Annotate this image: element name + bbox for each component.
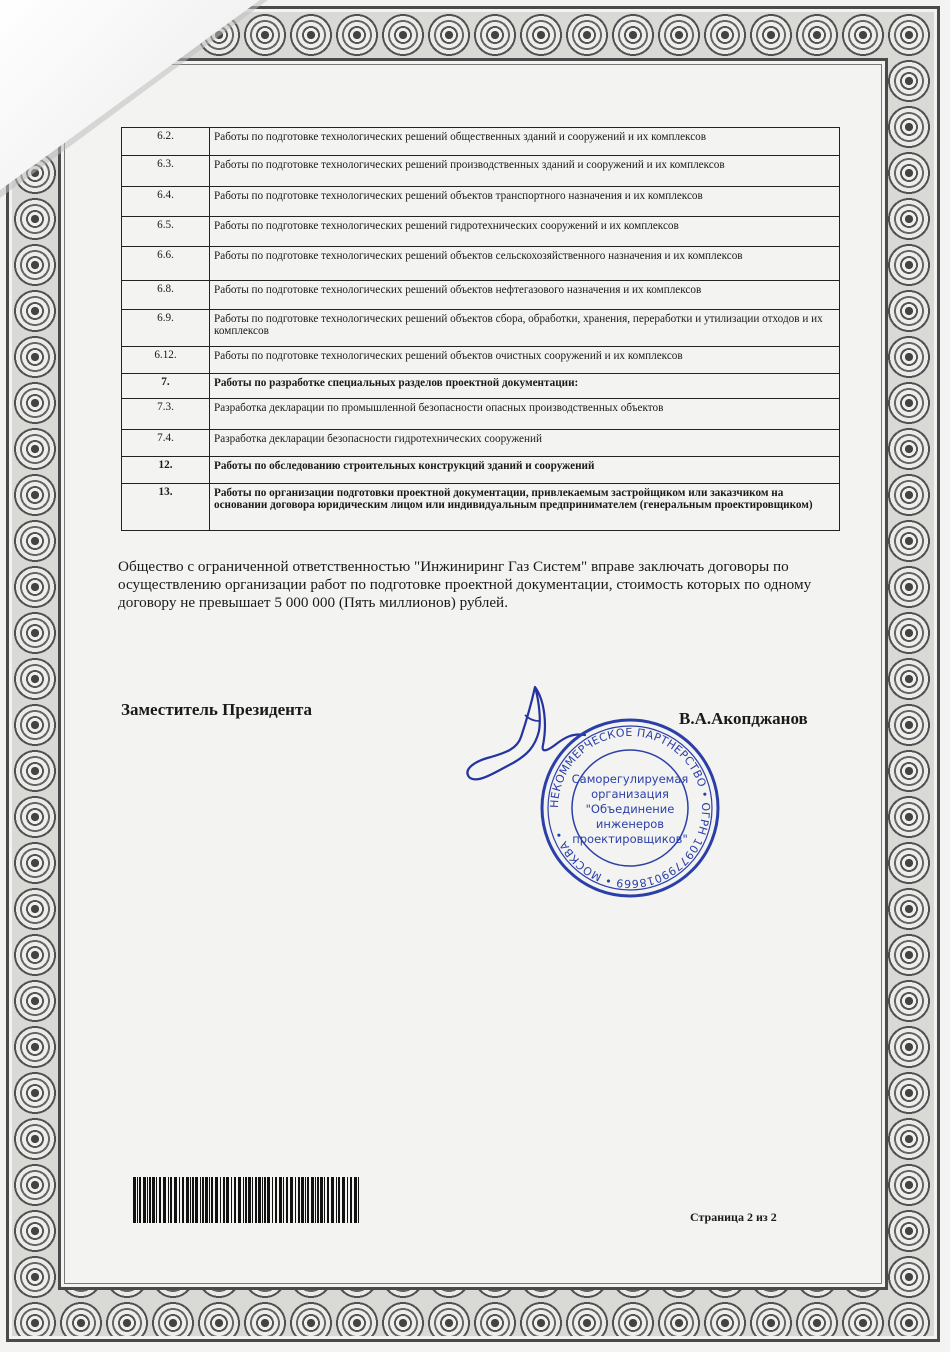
table-row xyxy=(122,457,840,484)
barcode-bar xyxy=(275,1177,277,1223)
table-row xyxy=(122,310,840,347)
barcode-bar xyxy=(179,1177,180,1223)
row-description: Разработка декларации по промышленной безопасности опасных производственных объектов xyxy=(210,399,840,430)
barcode-bar xyxy=(186,1177,189,1223)
barcode-bar xyxy=(354,1177,357,1223)
table-row xyxy=(122,399,840,430)
row-description: Работы по подготовке технологических решений объектов сельскохозяйственного назначения и их комплексов xyxy=(210,247,840,281)
barcode-bar xyxy=(147,1177,148,1223)
organization-stamp xyxy=(535,713,725,903)
barcode-bar xyxy=(211,1177,213,1223)
row-number: 6.2. xyxy=(122,128,210,156)
row-number: 6.9. xyxy=(122,310,210,347)
barcode-bar xyxy=(170,1177,172,1223)
row-number: 7.4. xyxy=(122,430,210,457)
table-row xyxy=(122,281,840,310)
barcode-bar xyxy=(305,1177,306,1223)
row-description: Работы по подготовке технологических решений объектов транспортного назначения и их комплексов xyxy=(210,187,840,217)
stamp-ring-text: НЕКОММЕРЧЕСКОЕ ПАРТНЕРСТВО • ОГРН 1097799018669 • МОСКВА • xyxy=(547,725,713,891)
barcode-bar xyxy=(139,1177,141,1223)
barcode-bar xyxy=(264,1177,266,1223)
row-description: Работы по подготовке технологических решений гидротехнических сооружений и их комплексов xyxy=(210,217,840,247)
row-number: 6.8. xyxy=(122,281,210,310)
barcode-bar xyxy=(226,1177,229,1223)
stamp-center-line: инженеров xyxy=(595,817,665,831)
barcode-bar xyxy=(290,1177,293,1223)
barcode-bar xyxy=(279,1177,282,1223)
barcode-bar xyxy=(255,1177,257,1223)
barcode-bar xyxy=(262,1177,263,1223)
barcode-bar xyxy=(200,1177,201,1223)
barcode-bar xyxy=(192,1177,194,1223)
barcode-bar xyxy=(202,1177,204,1223)
barcode-bar xyxy=(342,1177,345,1223)
permission-paragraph: Общество с ограниченной ответственностью "Инжиниринг Газ Систем" вправе заключать договоры по осуществлению организации работ по подготовке проектной документации, стоимость которых по одному договору не превышает 5 000 000 (Пять миллионов) рублей. xyxy=(118,558,812,611)
barcode-bar xyxy=(252,1177,253,1223)
row-description: Работы по подготовке технологических решений объектов очистных сооружений и их комплексов xyxy=(210,347,840,374)
barcode-bar xyxy=(327,1177,329,1223)
barcode-bar xyxy=(320,1177,323,1223)
barcode-bar xyxy=(195,1177,198,1223)
barcode-bar xyxy=(174,1177,177,1223)
barcode-bar xyxy=(331,1177,334,1223)
barcode-bar xyxy=(298,1177,300,1223)
barcode-bar xyxy=(205,1177,208,1223)
barcode-bar xyxy=(143,1177,146,1223)
signatory-title: Заместитель Президента xyxy=(121,700,313,719)
barcode-bar xyxy=(182,1177,184,1223)
barcode-bar xyxy=(209,1177,210,1223)
row-number: 6.5. xyxy=(122,217,210,247)
barcode-bar xyxy=(248,1177,251,1223)
row-number: 6.6. xyxy=(122,247,210,281)
barcode-bar xyxy=(338,1177,340,1223)
barcode-bar xyxy=(238,1177,241,1223)
barcode-bar xyxy=(350,1177,352,1223)
barcode-bar xyxy=(190,1177,191,1223)
works-table xyxy=(121,127,840,531)
barcode-bar xyxy=(215,1177,218,1223)
table-row xyxy=(122,247,840,281)
row-number: 7.3. xyxy=(122,399,210,430)
row-number: 7. xyxy=(122,374,210,399)
barcode-bar xyxy=(133,1177,136,1223)
barcode-bar xyxy=(336,1177,337,1223)
barcode-bar xyxy=(152,1177,155,1223)
barcode-bar xyxy=(307,1177,309,1223)
barcode-bar xyxy=(149,1177,151,1223)
row-number: 6.4. xyxy=(122,187,210,217)
barcode-bar xyxy=(315,1177,316,1223)
barcode-bar xyxy=(245,1177,247,1223)
table-row xyxy=(122,187,840,217)
barcode-bar xyxy=(234,1177,236,1223)
table-row xyxy=(122,156,840,187)
row-number: 13. xyxy=(122,484,210,531)
row-number: 6.3. xyxy=(122,156,210,187)
stamp-center-line: Саморегулируемая xyxy=(571,772,689,786)
barcode-bar xyxy=(163,1177,166,1223)
barcode-bar xyxy=(283,1177,284,1223)
barcode-bar xyxy=(347,1177,348,1223)
row-description: Работы по обследованию строительных конструкций зданий и сооружений xyxy=(210,457,840,484)
stamp-center-line: организация xyxy=(591,787,669,801)
barcode-bar xyxy=(272,1177,273,1223)
barcode-bar xyxy=(267,1177,270,1223)
barcode-bar xyxy=(243,1177,244,1223)
barcode-bar xyxy=(258,1177,261,1223)
row-description: Работы по подготовке технологических решений объектов сбора, обработки, хранения, переработки и утилизации отходов и их комплексов xyxy=(210,310,840,347)
row-description: Работы по организации подготовки проектной документации, привлекаемым застройщиком или заказчиком на основании договора юридическим лицом или индивидуальным предпринимателем (генеральным проектировщиком) xyxy=(210,484,840,531)
table-row xyxy=(122,374,840,399)
table-row xyxy=(122,484,840,531)
barcode-bar xyxy=(358,1177,359,1223)
barcode-bar xyxy=(324,1177,325,1223)
barcode-bar xyxy=(231,1177,232,1223)
row-description: Работы по разработке специальных разделов проектной документации: xyxy=(210,374,840,399)
row-number: 6.12. xyxy=(122,347,210,374)
barcode-bar xyxy=(156,1177,157,1223)
barcode-bar xyxy=(223,1177,225,1223)
barcode-bar xyxy=(317,1177,319,1223)
barcode-bar xyxy=(168,1177,169,1223)
barcode-bar xyxy=(301,1177,304,1223)
table-row xyxy=(122,430,840,457)
barcode-bar xyxy=(295,1177,296,1223)
barcode xyxy=(133,1177,362,1223)
row-number: 12. xyxy=(122,457,210,484)
row-description: Работы по подготовке технологических решений общественных зданий и сооружений и их комплексов xyxy=(210,128,840,156)
stamp-center-line: "Объединение xyxy=(585,802,675,816)
barcode-bar xyxy=(137,1177,138,1223)
page-number: Страница 2 из 2 xyxy=(690,1210,777,1224)
row-description: Разработка декларации безопасности гидротехнических сооружений xyxy=(210,430,840,457)
barcode-bar xyxy=(220,1177,221,1223)
stamp-center-line: проектировщиков" xyxy=(572,832,688,846)
barcode-bar xyxy=(159,1177,161,1223)
table-row xyxy=(122,347,840,374)
signatory-name: В.А.Акопджанов xyxy=(679,709,808,728)
table-row xyxy=(122,128,840,156)
row-description: Работы по подготовке технологических решений производственных зданий и сооружений и их комплексов xyxy=(210,156,840,187)
table-row xyxy=(122,217,840,247)
barcode-bar xyxy=(311,1177,314,1223)
barcode-bar xyxy=(286,1177,288,1223)
row-description: Работы по подготовке технологических решений объектов нефтегазового назначения и их комплексов xyxy=(210,281,840,310)
